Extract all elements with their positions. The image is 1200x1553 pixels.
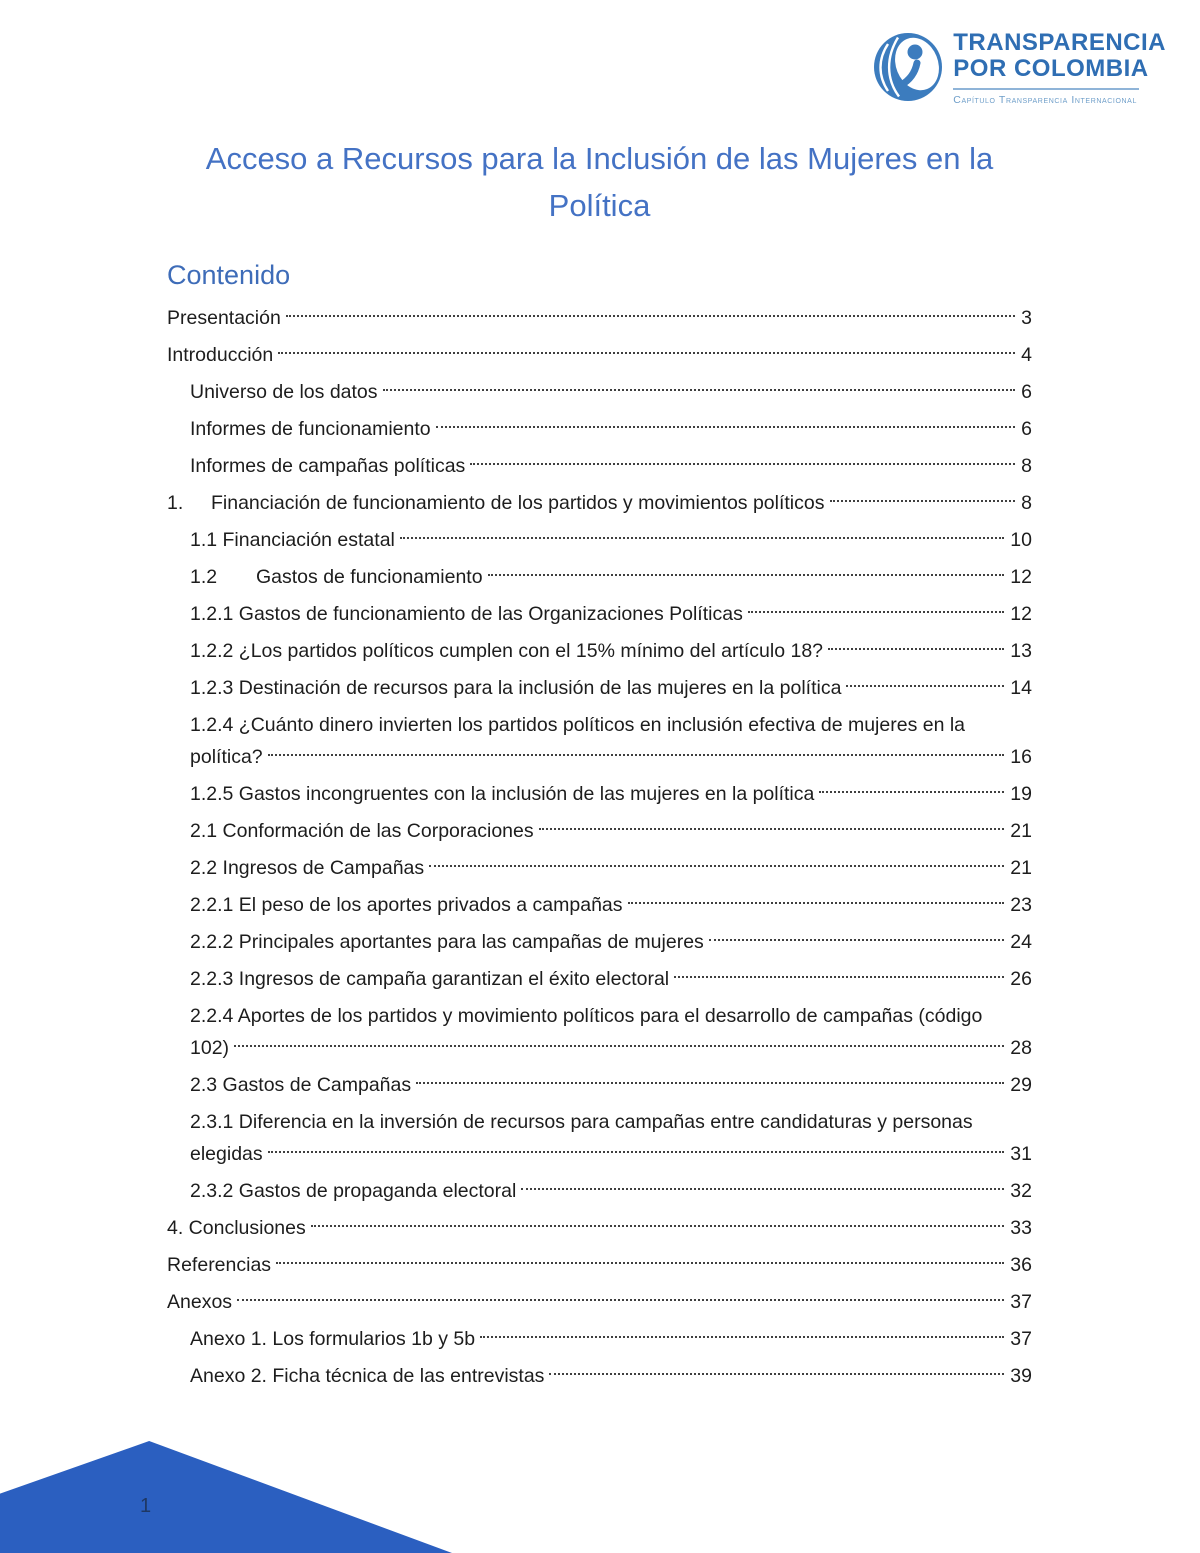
toc-page-number: 13 (1010, 640, 1032, 662)
toc-entry-label: 1.2.5 Gastos incongruentes con la inclusión de las mujeres en la política (190, 783, 815, 805)
toc-entry[interactable] (167, 635, 1032, 667)
toc-page-number: 37 (1010, 1291, 1032, 1313)
toc-heading: Contenido (167, 260, 291, 290)
toc-page-number: 10 (1010, 529, 1032, 551)
toc-entry[interactable] (167, 413, 1032, 445)
toc-page-number: 21 (1010, 820, 1032, 842)
toc-entry[interactable] (167, 1286, 1032, 1318)
toc-page-number: 8 (1021, 455, 1032, 477)
toc-entry[interactable] (167, 778, 1032, 810)
toc-entry-label: 2.3.1 Diferencia en la inversión de recursos para campañas entre candidaturas y personas (190, 1111, 973, 1133)
toc-entry-label: 1.2.1 Gastos de funcionamiento de las Organizaciones Políticas (190, 603, 743, 625)
toc-page-number: 32 (1010, 1180, 1032, 1202)
toc-entry[interactable] (167, 963, 1032, 995)
toc-page-number: 3 (1021, 307, 1032, 329)
toc-page-number: 33 (1010, 1217, 1032, 1239)
toc-page-number: 23 (1010, 894, 1032, 916)
toc-entry[interactable] (167, 561, 1032, 593)
logo (873, 30, 1166, 107)
toc-page-number: 39 (1010, 1365, 1032, 1387)
globe-person-icon (873, 32, 943, 107)
toc-entry-number: 1. (167, 492, 184, 514)
logo-line2: POR COLOMBIA (953, 55, 1149, 82)
toc-page-number: 12 (1010, 566, 1032, 588)
toc-entry-label: Presentación (167, 307, 281, 329)
toc-entry-label: Anexo 2. Ficha técnica de las entrevistas (190, 1365, 545, 1387)
toc-entry-label: 1.2.3 Destinación de recursos para la inclusión de las mujeres en la política (190, 677, 842, 699)
document-content (167, 135, 1032, 1397)
toc-entry[interactable] (167, 302, 1032, 334)
toc-entry-label: 2.1 Conformación de las Corporaciones (190, 820, 534, 842)
toc-entry-label: Anexos (167, 1291, 233, 1313)
toc-entry-label: 1.2.4 ¿Cuánto dinero invierten los partidos políticos en inclusión efectiva de mujeres en la (190, 714, 966, 736)
toc-entry[interactable] (167, 1212, 1032, 1244)
toc-entry[interactable] (167, 376, 1032, 408)
toc-entry[interactable] (167, 672, 1032, 704)
logo-divider (953, 88, 1139, 90)
toc-entry-label: Informes de funcionamiento (190, 418, 431, 440)
toc-entry-label: 2.3 Gastos de Campañas (190, 1074, 412, 1096)
toc-entry[interactable] (167, 1069, 1032, 1101)
toc-entry[interactable] (167, 889, 1032, 921)
toc-list (167, 302, 1032, 1392)
page-title-line2: Política (548, 188, 651, 223)
toc-entry[interactable] (167, 1249, 1032, 1281)
logo-text (953, 30, 1166, 106)
toc-page-number: 36 (1010, 1254, 1032, 1276)
toc-entry-label-continued: política? (190, 746, 263, 768)
toc-entry-label: Gastos de funcionamiento (256, 566, 483, 588)
toc-page-number: 19 (1010, 783, 1032, 805)
toc-entry-label: 2.2.1 El peso de los aportes privados a campañas (190, 894, 623, 916)
toc-page-number: 12 (1010, 603, 1032, 625)
page-title (167, 135, 1032, 229)
toc-entry[interactable] (167, 852, 1032, 884)
toc-page-number: 4 (1021, 344, 1032, 366)
toc-entry-label-continued: elegidas (190, 1143, 263, 1165)
toc-entry[interactable] (167, 1323, 1032, 1355)
toc-entry[interactable] (167, 1360, 1032, 1392)
toc-page-number: 6 (1021, 381, 1032, 403)
toc-entry[interactable] (167, 926, 1032, 958)
toc-entry-label: Universo de los datos (190, 381, 378, 403)
toc-page-number: 29 (1010, 1074, 1032, 1096)
footer-page-number: 1 (140, 1495, 152, 1517)
toc-entry-label: 2.3.2 Gastos de propaganda electoral (190, 1180, 517, 1202)
toc-entry-number: 1.2 (190, 566, 218, 588)
toc-page-number: 37 (1010, 1328, 1032, 1350)
toc-page-number: 31 (1010, 1143, 1032, 1165)
page-title-line1: Acceso a Recursos para la Inclusión de las Mujeres en la (205, 141, 994, 176)
toc-entry[interactable] (167, 487, 1032, 519)
toc-entry-label: 4. Conclusiones (167, 1217, 306, 1239)
toc-entry-label: 1.2.2 ¿Los partidos políticos cumplen con el 15% mínimo del artículo 18? (190, 640, 824, 662)
toc-page-number: 14 (1010, 677, 1032, 699)
toc-entry[interactable] (167, 1000, 1032, 1064)
toc-entry[interactable] (167, 815, 1032, 847)
toc-entry[interactable] (167, 598, 1032, 630)
toc-entry-label: 2.2 Ingresos de Campañas (190, 857, 425, 879)
toc-page-number: 24 (1010, 931, 1032, 953)
toc-entry[interactable] (167, 450, 1032, 482)
toc-page-number: 6 (1021, 418, 1032, 440)
page-footer-shape (0, 1441, 452, 1553)
toc-entry[interactable] (167, 1106, 1032, 1170)
toc-entry-label: 2.2.3 Ingresos de campaña garantizan el éxito electoral (190, 968, 670, 990)
toc-page-number: 21 (1010, 857, 1032, 879)
toc-entry-label: Anexo 1. Los formularios 1b y 5b (190, 1328, 476, 1350)
logo-subtitle: Capítulo Transparencia Internacional (953, 94, 1137, 106)
toc-entry-label: 2.2.4 Aportes de los partidos y movimiento políticos para el desarrollo de campañas (código (190, 1005, 983, 1027)
logo-line1: TRANSPARENCIA (953, 29, 1166, 56)
toc-entry-label: Referencias (167, 1254, 272, 1276)
toc-page-number: 26 (1010, 968, 1032, 990)
toc-entry[interactable] (167, 339, 1032, 371)
toc-entry-label: 2.2.2 Principales aportantes para las campañas de mujeres (190, 931, 704, 953)
toc-entry-label: Introducción (167, 344, 274, 366)
toc-page-number: 8 (1021, 492, 1032, 514)
toc-entry[interactable] (167, 1175, 1032, 1207)
toc-page-number: 28 (1010, 1037, 1032, 1059)
toc-entry-label: Financiación de funcionamiento de los partidos y movimientos políticos (211, 492, 825, 514)
toc-page-number: 16 (1010, 746, 1032, 768)
toc-entry[interactable] (167, 709, 1032, 773)
toc-entry[interactable] (167, 524, 1032, 556)
toc-entry-label: 1.1 Financiación estatal (190, 529, 395, 551)
toc-entry-label: Informes de campañas políticas (190, 455, 466, 477)
toc-entry-label-continued: 102) (190, 1037, 230, 1059)
